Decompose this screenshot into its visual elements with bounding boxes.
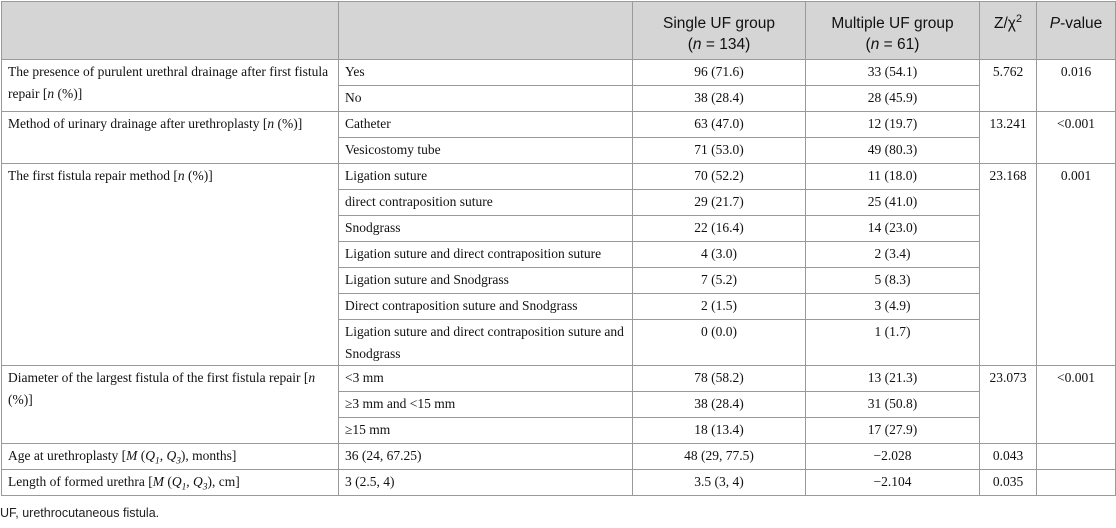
stat-value: 5.762: [980, 60, 1037, 112]
label-text: (%)]: [8, 392, 33, 407]
label-text: The presence of purulent urethral drainage after first fistula repair [: [8, 64, 329, 101]
multiple-value: 33 (54.1): [806, 60, 980, 86]
label-n: n: [47, 86, 55, 101]
category-cell: Ligation suture: [339, 164, 633, 190]
p-value: <0.001: [1037, 112, 1116, 164]
multiple-value: 5 (8.3): [806, 268, 980, 294]
multiple-value: 13 (21.3): [806, 366, 980, 392]
table-row: [2, 470, 1116, 496]
label-n: n: [267, 116, 275, 131]
multiple-value: 11 (18.0): [806, 164, 980, 190]
header-multiple-label: Multiple UF group: [831, 15, 954, 32]
label-text: Age at urethroplasty [: [8, 448, 127, 463]
category-cell: Ligation suture and direct contraposition suture: [339, 242, 633, 268]
category-cell: Ligation suture and Snodgrass: [339, 268, 633, 294]
header-single-group: Single UF group (n = 134): [633, 2, 806, 60]
table-footnote: UF, urethrocutaneous fistula.: [0, 506, 160, 520]
value-cell: 48 (29, 77.5): [633, 444, 806, 470]
value-cell: 0.035: [980, 470, 1037, 496]
header-category-blank: [339, 2, 633, 60]
header-statistic: [980, 2, 1037, 60]
value-cell: −2.028: [806, 444, 980, 470]
header-pvalue-italic: P: [1049, 15, 1061, 32]
single-value: 4 (3.0): [633, 242, 806, 268]
header-multiple-n-label: n: [870, 36, 880, 53]
stat-value: 13.241: [980, 112, 1037, 164]
category-cell: Direct contraposition suture and Snodgrass: [339, 294, 633, 320]
label-q-sub: 1: [181, 482, 187, 493]
multiple-value: 31 (50.8): [806, 392, 980, 418]
single-value: 18 (13.4): [633, 418, 806, 444]
stat-value: 23.168: [980, 164, 1037, 366]
single-value: 2 (1.5): [633, 294, 806, 320]
multiple-value: 12 (19.7): [806, 112, 980, 138]
category-cell: Yes: [339, 60, 633, 86]
header-label-blank: [2, 2, 339, 60]
label-text: Diameter of the largest fistula of the first fistula repair [: [8, 370, 309, 385]
label-q: Q: [145, 448, 155, 463]
header-stat-label: Z/χ: [994, 15, 1016, 32]
category-cell: Snodgrass: [339, 216, 633, 242]
label-text: Length of formed urethra [: [8, 474, 153, 489]
multiple-value: 25 (41.0): [806, 190, 980, 216]
table-row: [2, 112, 1116, 138]
single-value: 22 (16.4): [633, 216, 806, 242]
empty-cell: [1037, 444, 1116, 470]
label-n: n: [177, 168, 185, 183]
header-multiple-n-value: 61: [897, 36, 915, 53]
empty-cell: [1037, 470, 1116, 496]
header-multiple-group: Multiple UF group (n = 61): [806, 2, 980, 60]
category-cell: Ligation suture and direct contraposition suture and Snodgrass: [339, 320, 633, 366]
multiple-value: 17 (27.9): [806, 418, 980, 444]
stat-value: 23.073: [980, 366, 1037, 444]
category-cell: direct contraposition suture: [339, 190, 633, 216]
single-value: 7 (5.2): [633, 268, 806, 294]
label-n: n: [308, 370, 316, 385]
label-text: ), cm]: [207, 474, 240, 489]
single-value: 0 (0.0): [633, 320, 806, 366]
category-cell: Vesicostomy tube: [339, 138, 633, 164]
value-cell: 36 (24, 67.25): [339, 444, 633, 470]
multiple-value: 3 (4.9): [806, 294, 980, 320]
multiple-value: 1 (1.7): [806, 320, 980, 366]
label-q-sub: 3: [176, 456, 181, 467]
variable-label: [2, 164, 339, 366]
label-text: (%)]: [184, 168, 213, 183]
single-value: 71 (53.0): [633, 138, 806, 164]
variable-label: [2, 60, 339, 112]
category-cell: No: [339, 86, 633, 112]
label-m: M: [126, 448, 138, 463]
label-text: (%)]: [274, 116, 303, 131]
single-value: 96 (71.6): [633, 60, 806, 86]
label-q: Q: [193, 474, 203, 489]
label-q-sub: 3: [202, 482, 208, 493]
multiple-value: 28 (45.9): [806, 86, 980, 112]
p-value: 0.001: [1037, 164, 1116, 366]
single-value: 29 (21.7): [633, 190, 806, 216]
p-value: 0.016: [1037, 60, 1116, 112]
single-value: 38 (28.4): [633, 86, 806, 112]
multiple-value: 2 (3.4): [806, 242, 980, 268]
multiple-value: 49 (80.3): [806, 138, 980, 164]
single-value: 63 (47.0): [633, 112, 806, 138]
label-text: ), months]: [180, 448, 237, 463]
p-value: <0.001: [1037, 366, 1116, 444]
single-value: 38 (28.4): [633, 392, 806, 418]
value-cell: −2.104: [806, 470, 980, 496]
category-cell: <3 mm: [339, 366, 633, 392]
header-pvalue: [1037, 2, 1116, 60]
value-cell: 3.5 (3, 4): [633, 470, 806, 496]
table-row: [2, 164, 1116, 190]
label-q-sub: 1: [154, 456, 160, 467]
single-value: 70 (52.2): [633, 164, 806, 190]
table-row: [2, 366, 1116, 392]
variable-label: [2, 366, 339, 444]
variable-label: [2, 112, 339, 164]
header-single-n-value: 134: [719, 36, 746, 53]
category-cell: Catheter: [339, 112, 633, 138]
header-row: [2, 2, 1116, 60]
label-text: (%)]: [54, 86, 83, 101]
header-single-n-label: n: [692, 36, 702, 53]
variable-label: Length of formed urethra [M ($Q_1$, $Q_3$), cm]: [2, 470, 339, 496]
results-table: [1, 1, 1116, 496]
header-single-label: Single UF group: [662, 15, 775, 32]
label-text: Method of urinary drainage after urethroplasty [: [8, 116, 268, 131]
variable-label: Age at urethroplasty [M ($Q_1$, $Q_3$), months]: [2, 444, 339, 470]
category-cell: ≥3 mm and <15 mm: [339, 392, 633, 418]
label-m: M: [152, 474, 164, 489]
value-cell: 0.043: [980, 444, 1037, 470]
header-stat-sup: 2: [1015, 12, 1022, 25]
header-pvalue-rest: -value: [1060, 15, 1103, 32]
value-cell: 3 (2.5, 4): [339, 470, 633, 496]
single-value: 78 (58.2): [633, 366, 806, 392]
category-cell: ≥15 mm: [339, 418, 633, 444]
label-text: The first fistula repair method [: [8, 168, 178, 183]
label-q: Q: [171, 474, 182, 489]
label-q: Q: [166, 448, 177, 463]
table-row: [2, 60, 1116, 86]
table-row: [2, 444, 1116, 470]
multiple-value: 14 (23.0): [806, 216, 980, 242]
